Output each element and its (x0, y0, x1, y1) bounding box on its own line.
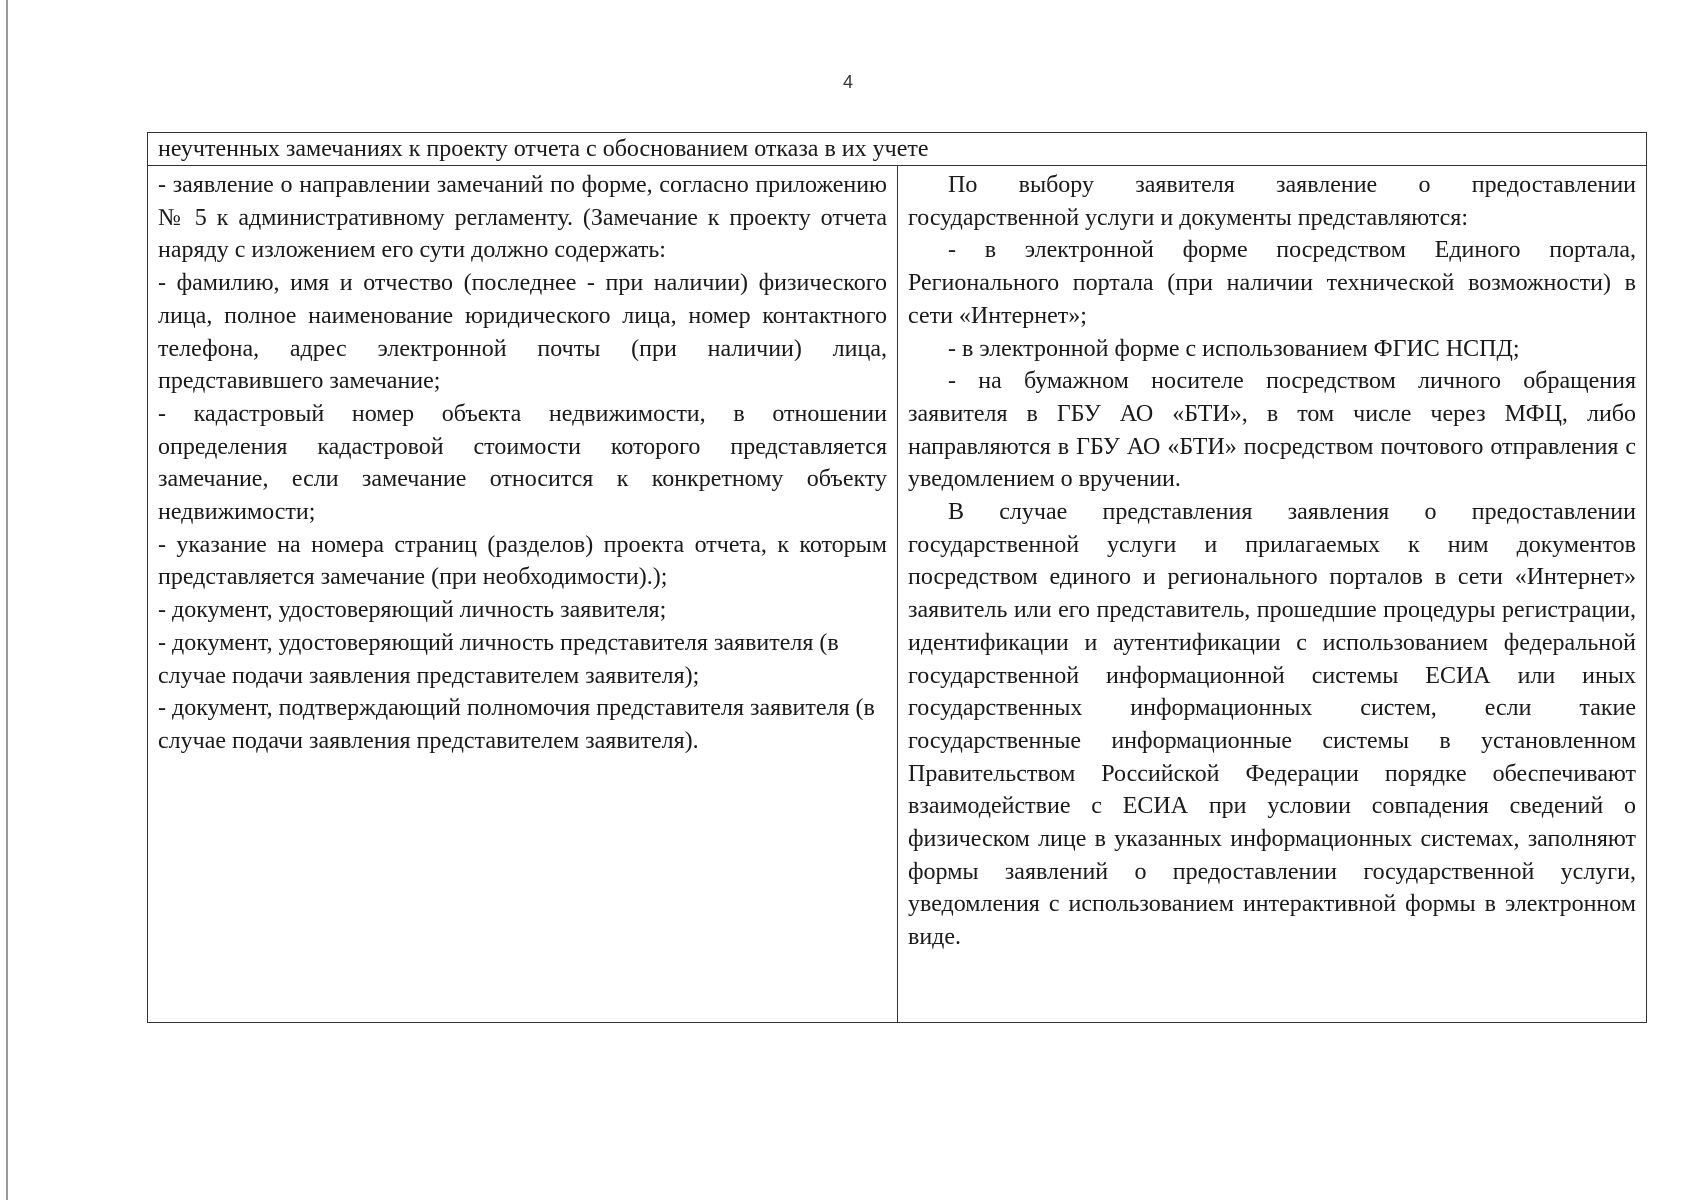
page-number: 4 (842, 72, 853, 92)
right-paragraph: По выбору заявителя заявление о предоставлении государственной услуги и документы представляются: (908, 172, 1636, 231)
table-top-row: неучтенных замечаниях к проекту отчета с обоснованием отказа в их учете (148, 133, 1646, 166)
left-paragraph: - кадастровый номер объекта недвижимости, в отношении определения кадастровой стоимости которого представляется замечание, если замечание относится к конкретному объекту недвижимости; (158, 400, 887, 526)
left-paragraph: - указание на номера страниц (разделов) проекта отчета, к которым представляется замечание (при необходимости).); (158, 531, 887, 591)
left-paragraph: - документ, удостоверяющий личность заявителя; (158, 597, 667, 624)
table-cell-left (148, 166, 898, 1022)
right-paragraph: В случае представления заявления о предоставлении государственной услуги и прилагаемых к ним документов посредством единого и регионального порталов в сети «Интернет» заявитель или его представитель, прошедшие процедуры регистрации, идентификации и аутентификации с использованием федеральной государственной информационной системы ЕСИА или иных государственных информационных систем, если такие государственные информационные системы в установленном Правительством Российской Федерации порядке обеспечивают взаимодействие с ЕСИА при условии совпадения сведений о физическом лице в указанных информационных системах, заполняют формы заявлений о предоставлении государственной услуги, уведомления с использованием интерактивной формы в электронном виде. (908, 499, 1636, 951)
table-body-row (148, 166, 1646, 1022)
scan-edge-line (6, 0, 8, 1200)
right-paragraph: - в электронной форме с использованием ФГИС НСПД; (948, 335, 1520, 362)
left-paragraph: - заявление о направлении замечаний по форме, согласно приложению № 5 к административному регламенту. (Замечание к проекту отчета наряду с изложением его сути должно содержать: (158, 172, 887, 264)
right-paragraph: - на бумажном носителе посредством личного обращения заявителя в ГБУ АО «БТИ», в том числе через МФЦ, либо направляются в ГБУ АО «БТИ» посредством почтового отправления с уведомлением о вручении. (908, 368, 1636, 493)
left-paragraph: - документ, удостоверяющий личность представителя заявителя (в случае подачи заявления представителем заявителя); (158, 629, 839, 689)
left-paragraph: - документ, подтверждающий полномочия представителя заявителя (в случае подачи заявления представителем заявителя). (158, 695, 875, 754)
document-table (147, 132, 1647, 1023)
table-cell-right (898, 166, 1646, 1022)
right-paragraph: - в электронной форме посредством Единого портала, Регионального портала (при наличии технической возможности) в сети «Интернет»; (908, 237, 1636, 329)
left-paragraph: - фамилию, имя и отчество (последнее - при наличии) физического лица, полное наименование юридического лица, номер контактного телефона, адрес электронной почты (при наличии) лица, представившего замечание; (158, 270, 887, 395)
